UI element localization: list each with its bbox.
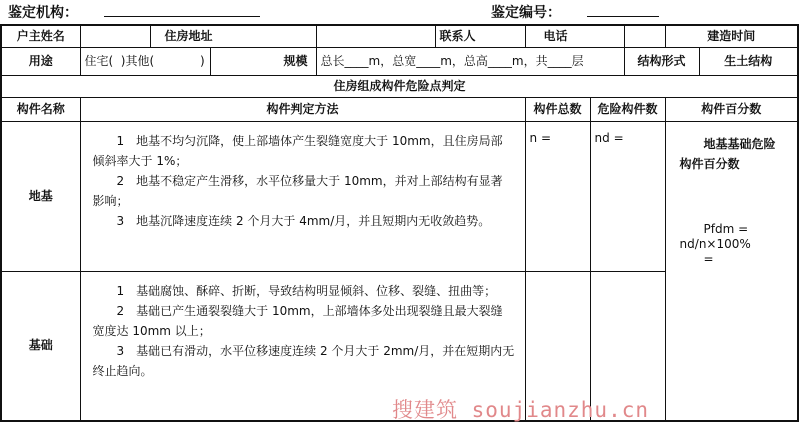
contact-label: 联系人: [435, 25, 525, 47]
col-method-header: 构件判定方法: [80, 97, 525, 121]
built-label: 建造时间: [665, 25, 798, 47]
agency-field[interactable]: [104, 16, 260, 17]
document-header: [0, 0, 800, 24]
number-field[interactable]: [587, 16, 659, 17]
phone-value[interactable]: [624, 25, 665, 47]
struct-label: 结构形式: [624, 47, 699, 75]
percent-title: 地基基础危险构件百分数: [679, 136, 776, 171]
info-row-2: [1, 47, 798, 75]
judgement-method: [80, 121, 525, 271]
struct-value: 生土结构: [699, 47, 798, 75]
percent-equals: =: [703, 251, 714, 266]
component-name: 基础: [1, 271, 80, 421]
watermark: 搜建筑 soujianzhu.cn: [392, 398, 650, 422]
assessment-table: [0, 24, 799, 422]
scale-value: 总长____m，总宽____m，总高____m，共____层: [316, 47, 624, 75]
use-value: 住宅( )其他( ): [80, 47, 210, 75]
col-total-header: 构件总数: [525, 97, 590, 121]
agency-label: 鉴定机构：: [8, 5, 78, 21]
col-percent-header: 构件百分数: [665, 97, 798, 121]
phone-label: 电话: [525, 25, 624, 47]
col-danger-header: 危险构件数: [590, 97, 665, 121]
total-count: n =: [525, 121, 590, 271]
section-title-row: [1, 75, 798, 97]
row-foundation-ground: [1, 121, 798, 271]
method-item: 1 地基不均匀沉降，使上部墙体产生裂缝宽度大于 10mm，且住房局部倾斜率大于 1%；: [92, 133, 503, 168]
owner-value[interactable]: [80, 25, 150, 47]
address-value[interactable]: [316, 25, 435, 47]
number-label: 鉴定编号：: [491, 5, 561, 21]
use-label: 用途: [1, 47, 80, 75]
method-item: 3 地基沉降速度连续 2 个月大于 4mm/月，并且短期内无收敛趋势。: [116, 213, 491, 228]
method-item: 3 基础已有滑动，水平位移速度连续 2 个月大于 2mm/月，并在短期内无终止趋向。: [92, 343, 515, 378]
percent-cell: [665, 121, 798, 421]
column-header-row: [1, 97, 798, 121]
percent-formula: Pfdm = nd/n×100%: [679, 221, 751, 251]
method-item: 1 基础腐蚀、酥碎、折断，导致结构明显倾斜、位移、裂缝、扭曲等；: [116, 283, 497, 298]
col-name-header: 构件名称: [1, 97, 80, 121]
info-row-1: [1, 25, 798, 47]
method-item: 2 基础已产生通裂裂缝大于 10mm，上部墙体多处出现裂缝且最大裂缝宽度达 10mm 以上；: [92, 303, 503, 338]
component-name: 地基: [1, 121, 80, 271]
owner-label: 户主姓名: [1, 25, 80, 47]
scale-label: 规模: [210, 47, 316, 75]
method-item: 2 地基不稳定产生滑移，水平位移量大于 10mm，并对上部结构有显著影响；: [92, 173, 503, 208]
section-title: 住房组成构件危险点判定: [1, 75, 798, 97]
address-label: 住房地址: [150, 25, 316, 47]
danger-count: nd =: [590, 121, 665, 271]
